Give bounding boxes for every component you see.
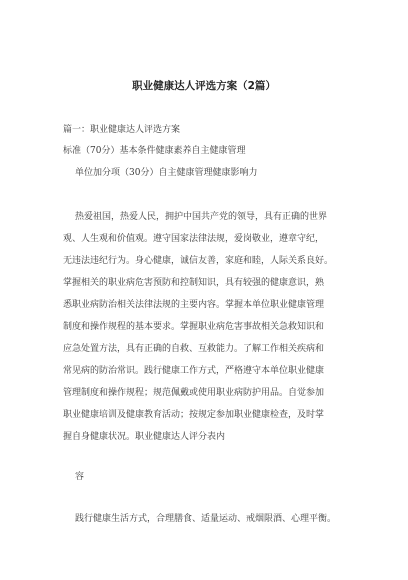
document-title: 职业健康达人评选方案（2篇） bbox=[132, 80, 276, 92]
paragraph-line: 应急处置方法，具有正确的自救、互救能力。了解工作相关疾病和 bbox=[63, 344, 325, 354]
paragraph-line: 职业健康培训及健康教育活动；按规定参加职业健康检查，及时掌 bbox=[63, 410, 325, 420]
standard-line: 标准（70分）基本条件健康素养自主健康管理 bbox=[63, 146, 246, 156]
paragraph-line: 制度和操作规程的基本要求。掌握职业病危害事故相关急救知识和 bbox=[63, 322, 325, 332]
paragraph-line: 常见病的防治常识。践行健康工作方式，严格遵守本单位职业健康 bbox=[63, 366, 325, 376]
paragraph-line: 管理制度和操作规程；规范佩戴或使用职业病防护用品。自觉参加 bbox=[63, 388, 325, 398]
content-char: 容 bbox=[75, 472, 85, 482]
paragraph-line: 悉职业病防治相关法律法规的主要内容。掌握本单位职业健康管理 bbox=[63, 300, 325, 310]
paragraph-line: 观、人生观和价值观。遵守国家法律法规，爱岗敬业，遵章守纪， bbox=[63, 234, 325, 244]
paragraph-line: 无违法违纪行为。身心健康，诚信友善，家庭和睦，人际关系良好。 bbox=[63, 256, 334, 266]
paragraph-line: 握自身健康状况。职业健康达人评分表内 bbox=[63, 432, 226, 442]
bonus-line: 单位加分项（30分）自主健康管理健康影响力 bbox=[75, 168, 258, 178]
last-line: 践行健康生活方式，合理膳食、适量运动、戒烟限酒、心理平衡。 bbox=[75, 514, 337, 524]
section-heading: 篇一：职业健康达人评选方案 bbox=[63, 125, 181, 135]
paragraph-line: 热爱祖国，热爱人民，拥护中国共产党的领导，具有正确的世界 bbox=[75, 212, 328, 222]
paragraph-line: 掌握相关的职业病危害预防和控制知识，具有较强的健康意识，熟 bbox=[63, 278, 325, 288]
